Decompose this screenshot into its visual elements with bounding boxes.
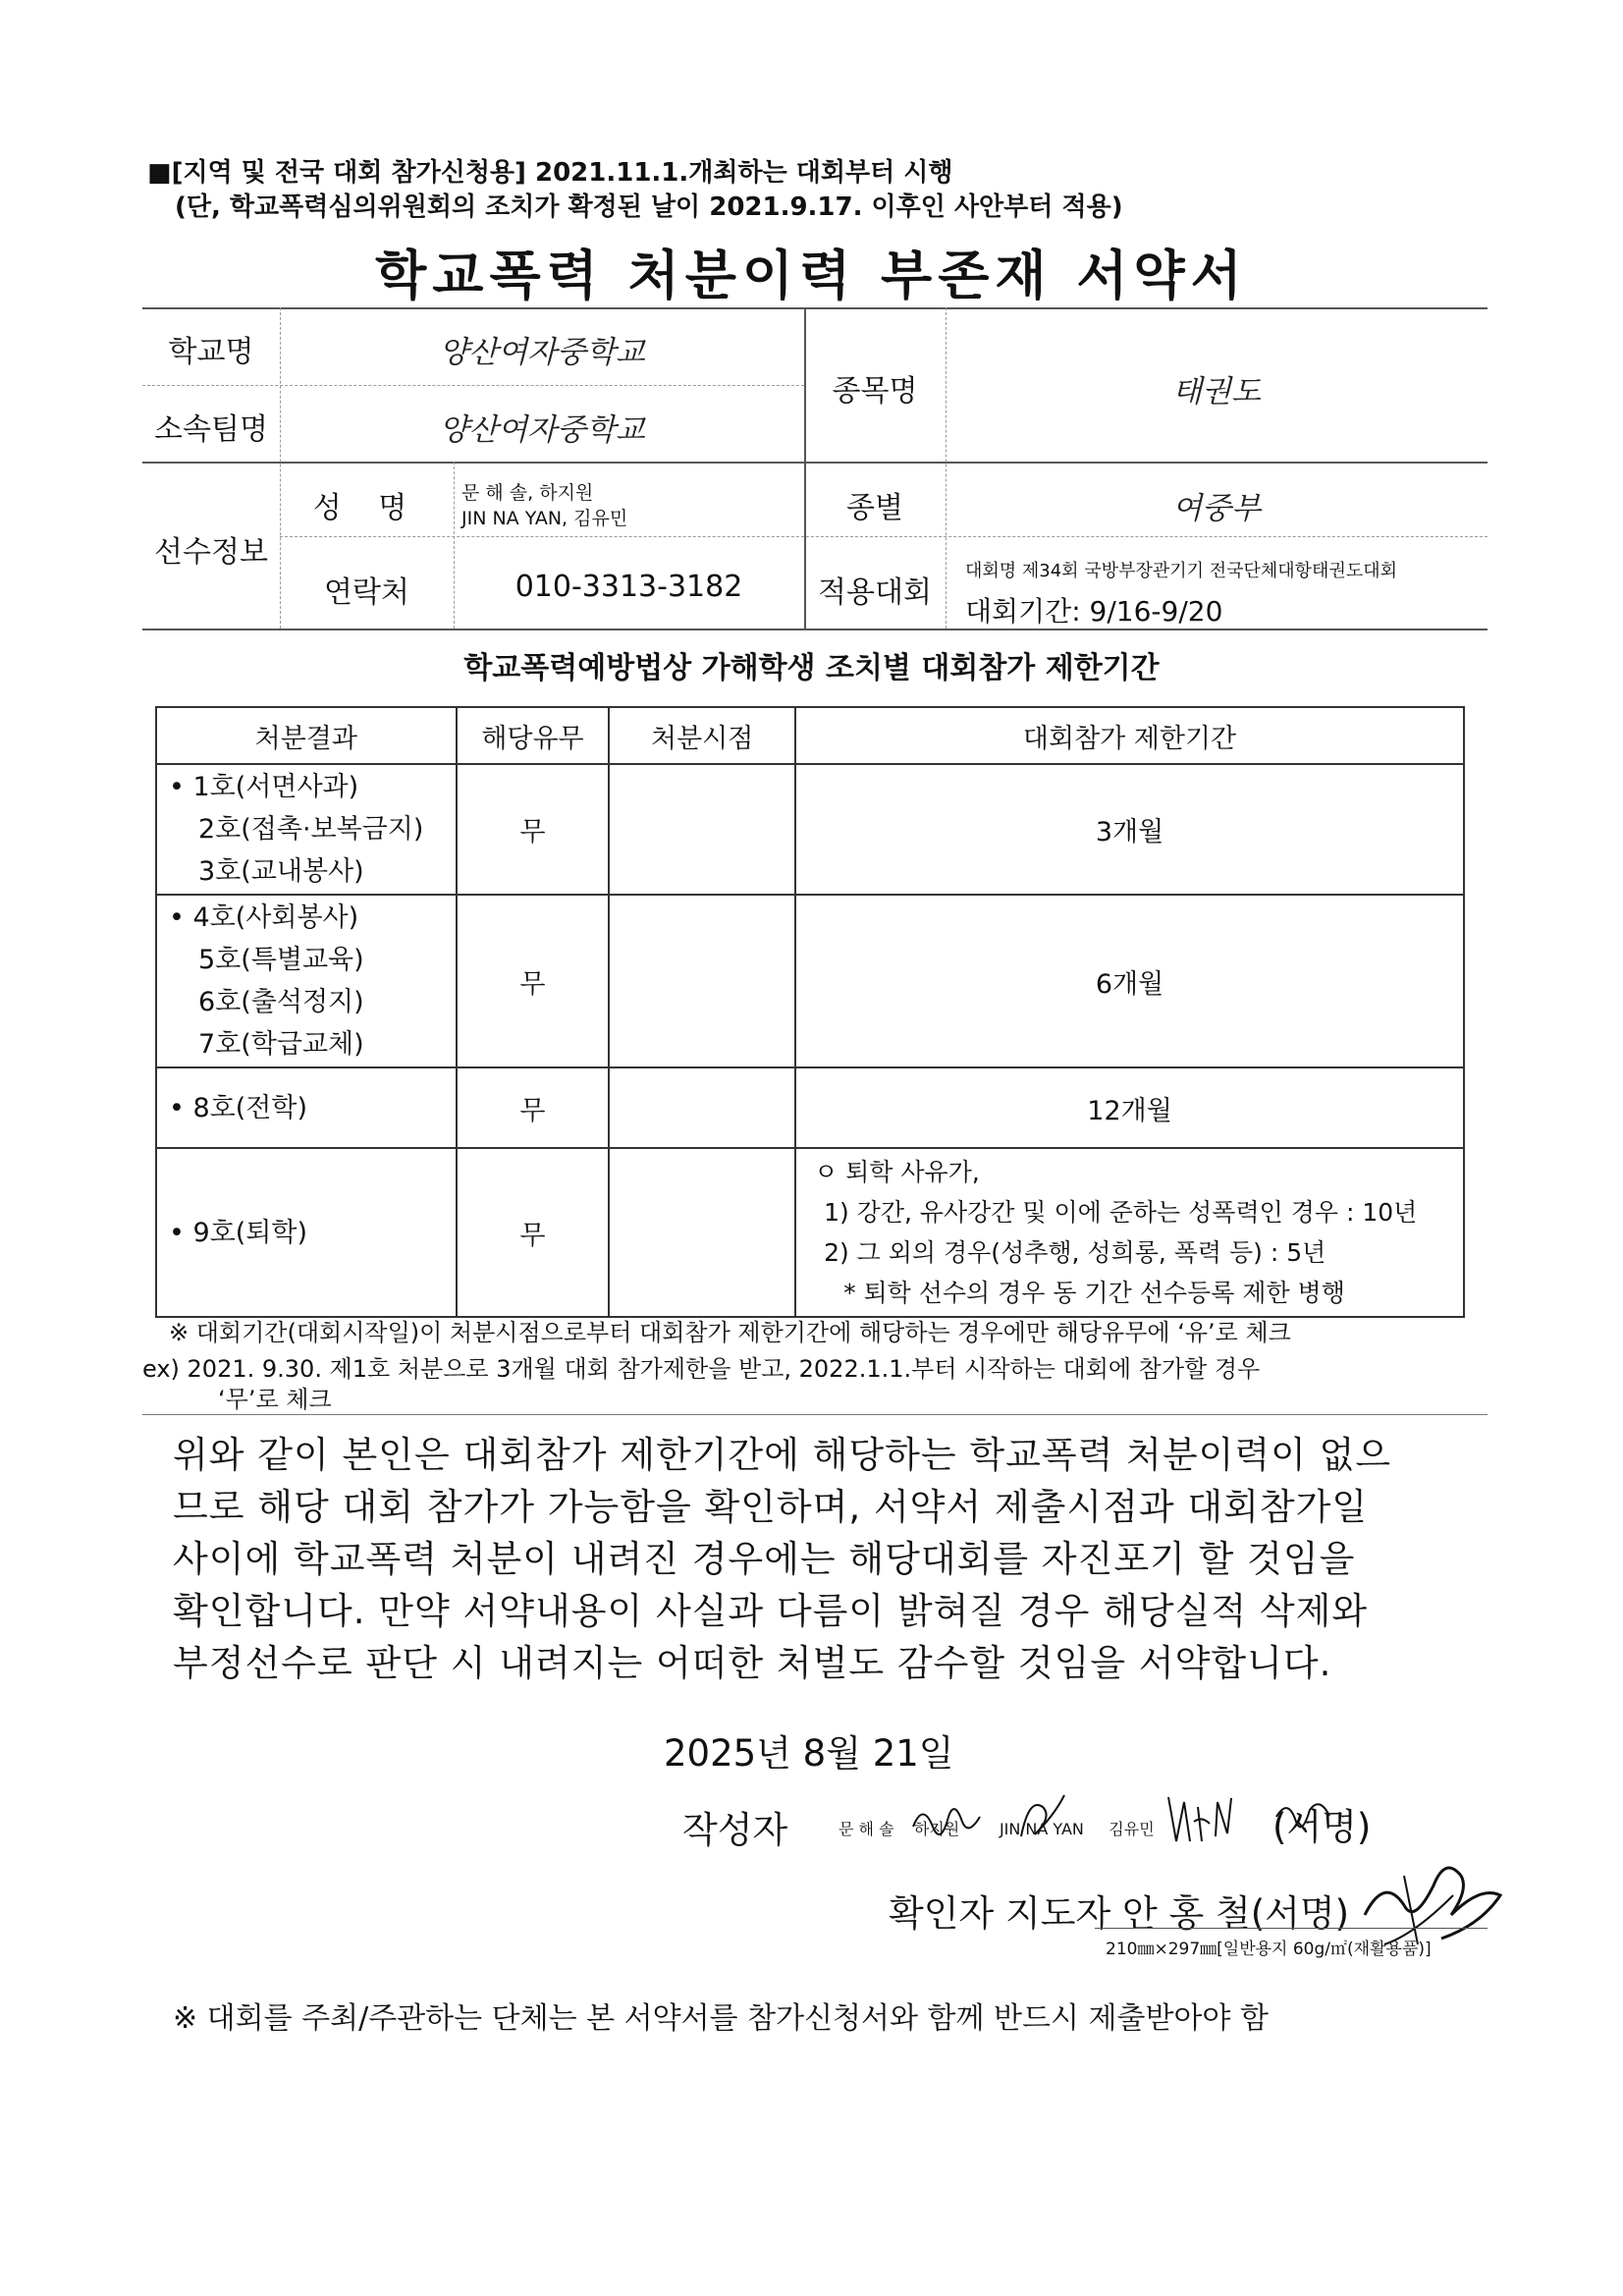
competition-period: 대회기간: 9/16-9/20: [965, 595, 1223, 628]
column-header: 처분결과: [156, 707, 457, 764]
info-divider: [142, 385, 804, 386]
table-header-row: [156, 707, 1464, 764]
name-value-line-2: JIN NA YAN, 김유민: [461, 508, 628, 529]
author-sign-suffix: (서명): [1272, 1806, 1372, 1848]
team-value: 양산여자중학교: [439, 412, 645, 448]
period-line: * 퇴학 선수의 경우 동 기간 선수등록 제한 병행: [843, 1279, 1345, 1307]
table-row: [156, 1067, 1464, 1148]
contact-label: 연락처: [324, 575, 409, 610]
column-header: 처분시점: [609, 707, 795, 764]
applicable-cell: 무: [457, 895, 610, 1067]
disposition-cell: [156, 1148, 457, 1317]
period-cell: 3개월: [795, 764, 1464, 895]
info-divider: [280, 536, 1488, 537]
event-label: 종목명: [832, 374, 918, 409]
contact-value: 010-3313-3182: [514, 570, 743, 604]
notes-divider: [142, 1414, 1488, 1415]
applicable-cell: 무: [457, 1148, 610, 1317]
author-label: 작성자: [682, 1809, 788, 1851]
category-value: 여중부: [1172, 491, 1261, 526]
disposition-item: 2호(접촉·보복금지): [198, 814, 424, 845]
pledge-line: 확인합니다. 만약 서약내용이 사실과 다름이 밝혀질 경우 해당실적 삭제와: [173, 1590, 1369, 1632]
disposition-cell: [156, 764, 457, 895]
disposition-item: 7호(학급교체): [198, 1029, 364, 1060]
note-1: ※ 대회기간(대회시작일)이 처분시점으로부터 대회참가 제한기간에 해당하는 경우에만 해당유무에 ‘유’로 체크: [169, 1319, 1291, 1346]
competition-name: 대회명 제34회 국방부장관기기 전국단체대항태권도대회: [965, 561, 1397, 581]
period-line: ㅇ 퇴학 사유가,: [814, 1158, 980, 1186]
disposition-item: • 8호(전학): [169, 1092, 307, 1123]
school-value: 양산여자중학교: [439, 335, 645, 370]
disposition-item: • 9호(퇴학): [169, 1217, 307, 1248]
signature-stroke: [1276, 1804, 1329, 1827]
pledge-line: 사이에 학교폭력 처분이 내려진 경우에는 해당대회를 자진포기 할 것임을: [173, 1538, 1356, 1580]
author-names: 문 해 솔 하지원 JIN NA YAN 김유민: [839, 1820, 1155, 1838]
timing-cell: [609, 895, 795, 1067]
table-row: [156, 764, 1464, 895]
event-value: 태권도: [1172, 374, 1261, 410]
info-bottom-border: [142, 629, 1488, 630]
period-cell: 6개월: [795, 895, 1464, 1067]
date: 2025년 8월 21일: [664, 1732, 954, 1775]
timing-cell: [609, 1067, 795, 1148]
school-label: 학교명: [168, 335, 254, 369]
pledge-line: 위와 같이 본인은 대회참가 제한기간에 해당하는 학교폭력 처분이력이 없으: [173, 1434, 1392, 1476]
signature-stroke: [913, 1809, 980, 1834]
name-label: 성 명: [312, 491, 421, 525]
disposition-item: 6호(출석정지): [198, 987, 364, 1017]
disposition-item: • 1호(서면사과): [169, 772, 359, 802]
table-row: [156, 1148, 1464, 1317]
signature-stroke: [1021, 1795, 1064, 1836]
period-line: 1) 강간, 유사강간 및 이에 준하는 성폭력인 경우 : 10년: [824, 1198, 1418, 1227]
pledge-line: 므로 해당 대회 참가가 가능함을 확인하며, 서약서 제출시점과 대회참가일: [173, 1486, 1369, 1528]
name-value-line-1: 문 해 솔, 하지원: [461, 482, 594, 504]
column-header: 대회참가 제한기간: [795, 707, 1464, 764]
restriction-subtitle: 학교폭력예방법상 가해학생 조치별 대회참가 제한기간: [463, 651, 1160, 685]
timing-cell: [609, 764, 795, 895]
note-2-cont: ‘무’로 체크: [218, 1386, 332, 1413]
pledge-line: 부정선수로 판단 시 내려지는 어떠한 처벌도 감수할 것임을 서약합니다.: [173, 1642, 1332, 1684]
info-divider: [946, 307, 947, 629]
disposition-item: • 4호(사회봉사): [169, 902, 359, 933]
team-label: 소속팀명: [154, 412, 268, 447]
competition-label: 적용대회: [818, 575, 932, 610]
footer-note: ※ 대회를 주최/주관하는 단체는 본 서약서를 참가신청서와 함께 반드시 제출받아야 함: [173, 2001, 1269, 2036]
paper-spec: 210㎜×297㎜[일반용지 60g/㎡(재활용품)]: [1106, 1940, 1432, 1959]
period-cell: 12개월: [795, 1067, 1464, 1148]
period-cell: [795, 1148, 1464, 1317]
header-line-1: ■[지역 및 전국 대회 참가신청용] 2021.11.1.개최하는 대회부터 시행: [147, 158, 953, 188]
note-2: ex) 2021. 9.30. 제1호 처분으로 3개월 대회 참가제한을 받고, 2022.1.1.부터 시작하는 대회에 참가할 경우: [142, 1355, 1261, 1383]
applicable-cell: 무: [457, 1067, 610, 1148]
column-header: 해당유무: [457, 707, 610, 764]
info-divider: [142, 462, 1488, 464]
page-title: 학교폭력 처분이력 부존재 서약서: [375, 245, 1248, 306]
timing-cell: [609, 1148, 795, 1317]
disposition-item: 5호(특별교육): [198, 945, 364, 975]
paper-spec-rule: [1095, 1928, 1488, 1929]
player-info-label: 선수정보: [154, 535, 268, 570]
disposition-cell: [156, 895, 457, 1067]
category-label: 종별: [846, 491, 903, 525]
info-top-border: [142, 307, 1488, 309]
table-row: [156, 895, 1464, 1067]
pledge-text: [173, 1429, 1469, 1689]
disposition-cell: [156, 1067, 457, 1148]
confirmer-line: 확인자 지도자 안 홍 철(서명): [889, 1892, 1350, 1935]
signature-stroke: [1168, 1797, 1231, 1841]
header-line-2: (단, 학교폭력심의위원회의 조치가 확정된 날이 2021.9.17. 이후인 사안부터 적용): [175, 192, 1123, 222]
restriction-table: [155, 706, 1465, 1318]
period-line: 2) 그 외의 경우(성추행, 성희롱, 폭력 등) : 5년: [824, 1238, 1326, 1267]
author-signatures: [903, 1787, 1375, 1856]
applicable-cell: 무: [457, 764, 610, 895]
disposition-item: 3호(교내봉사): [198, 856, 364, 887]
